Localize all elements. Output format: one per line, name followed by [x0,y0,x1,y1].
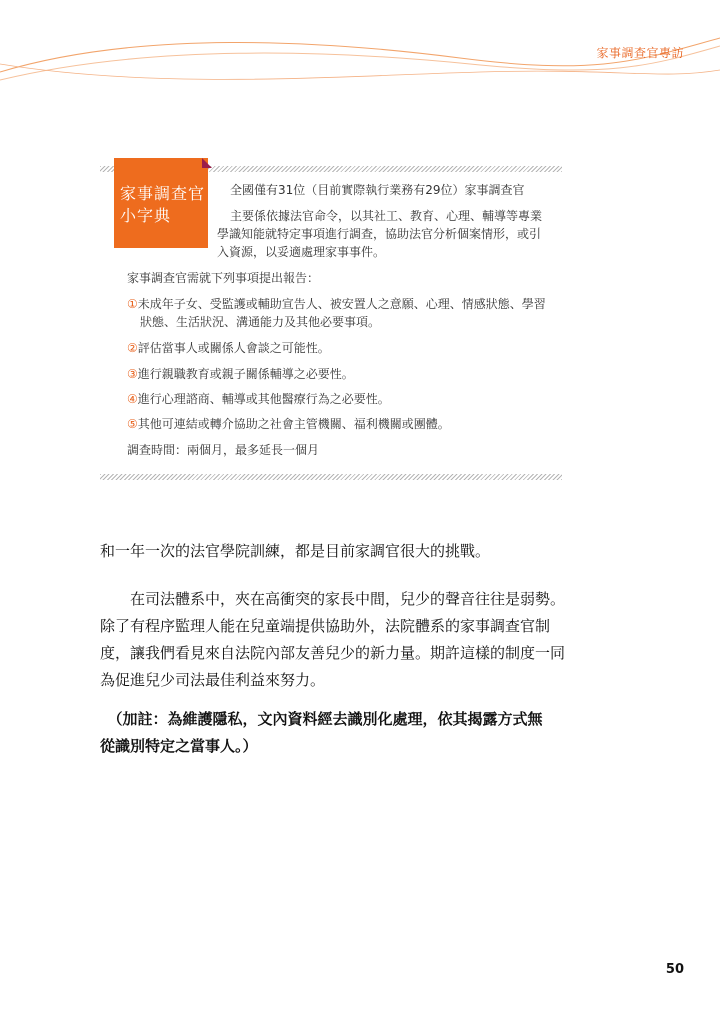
intro-line-4: 入資源，以妥適處理家事事件。 [217,245,386,259]
report-item-2 [127,338,330,358]
intro-line-2: 主要係依據法官命令，以其社工、教育、心理、輔導等專業 [230,209,543,223]
intro-line-1: 全國僅有31位（目前實際執行業務有29位）家事調查官 [230,183,525,197]
body-line-2: 在司法體系中，夾在高衝突的家長中間，兒少的聲音往往是弱勢。 [100,590,566,608]
running-header-title: 家事調查官專訪 [596,46,684,60]
dictionary-tab-line2: 小字典 [120,206,172,225]
page-number: 50 [665,962,684,977]
body-line-5: 為促進兒少司法最佳利益來努力。 [100,671,326,689]
dictionary-tab-fold [202,158,212,168]
dictionary-tab-line1: 家事調查官 [120,184,206,203]
investigation-time-note: 調查時間：兩個月，最多延長一個月 [127,443,320,457]
dictionary-tab-label [120,183,205,227]
report-item-text: 未成年子女、受監護或輔助宣告人、被安置人之意願、心理、情感狀態、學習 [137,297,546,311]
body-line-1: 和一年一次的法官學院訓練，都是目前家調官很大的挑戰。 [100,542,491,560]
report-item-number: ① [127,297,138,311]
privacy-note-line-1: （加註：為維護隱私，文內資料經去識別化處理，依其揭露方式無 [100,710,543,728]
report-item-text: 評估當事人或關係人會談之可能性。 [137,341,330,355]
report-item-text: 其他可連結或轉介協助之社會主管機關、福利機關或團體。 [137,417,450,431]
report-item-text: 進行親職教育或親子關係輔導之必要性。 [137,367,354,381]
report-item-5 [127,414,450,434]
report-item-1 [127,294,546,314]
privacy-note-line-2: 從識別特定之當事人。） [100,737,258,755]
body-line-4: 度，讓我們看見來自法院內部友善兒少的新力量。期許這樣的制度一同 [100,644,566,662]
report-item-number: ⑤ [127,417,138,431]
body-line-3: 除了有程序監理人能在兒童端提供協助外，法院體系的家事調查官制 [100,617,551,635]
report-item-text: 進行心理諮商、輔導或其他醫療行為之必要性。 [137,392,390,406]
intro-line-3: 學識知能就特定事項進行調查，協助法官分析個案情形，或引 [217,227,542,241]
report-item-number: ④ [127,392,138,406]
report-item-1-continued: 狀態、生活狀況、溝通能力及其他必要事項。 [140,315,381,329]
report-item-number: ③ [127,367,138,381]
report-item-4 [127,389,390,409]
box-bottom-divider [100,474,562,480]
report-item-number: ② [127,341,138,355]
report-item-3 [127,364,354,384]
report-heading: 家事調查官需就下列事項提出報告： [127,271,320,285]
